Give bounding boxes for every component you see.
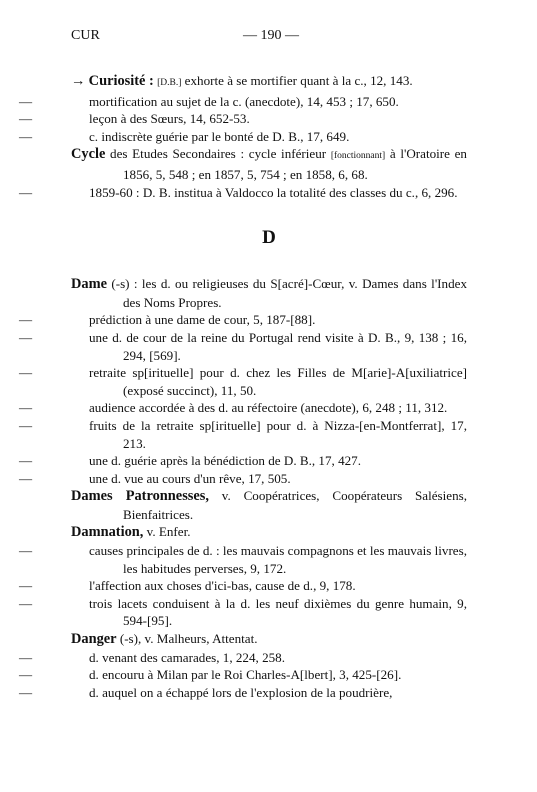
entry-dames-patronnesses [71,487,467,523]
subentry-text: une d. guérie après la bénédiction de D. B., 17, 427. [89,453,361,469]
subentry-text: d. encouru à Milan par le Roi Charles-A[lbert], 3, 425-[26]. [89,667,402,683]
dash: — [19,312,33,328]
subentry-text: trois lacets conduisent à la d. les neuf dixièmes du genre humain, 9, 594-[95]. [89,595,467,629]
dash: — [19,543,33,559]
running-head: CUR [71,28,100,43]
headword: Danger [71,631,117,648]
headword: Dame [71,276,107,293]
dash: — [19,684,33,700]
subentry-text: une d. de cour de la reine du Portugal rend visite à D. B., 9, 138 ; 16, 294, [569]. [89,329,467,363]
headword: Curiosité : [88,73,154,89]
subentry-text: prédiction à une dame de cour, 5, 187-[88]. [89,312,316,328]
subentry-text: fruits de la retraite sp[irituelle] pour d. à Nizza-[en-Montferrat], 17, 213. [89,417,467,451]
subentry-text: d. auquel on a échappé lors de l'explosion de la poudrière, [89,684,393,700]
dash: — [19,128,33,144]
dash: — [19,365,33,381]
subentry [19,542,467,577]
subentry [19,470,467,488]
subentry-text: audience accordée à des d. au réfectoire (anecdote), 6, 248 ; 11, 312. [89,400,448,416]
subentry [19,93,467,111]
subentry [19,311,467,329]
entry-text: (-s), v. Malheurs, Attentat. [116,631,258,647]
entry-text: exhorte à se mortifier quant à la c., 12, 143. [181,73,413,88]
entry-text: v. Coopératrices, Coopérateurs Salésiens, Bienfaitrices. [123,488,467,522]
entry-damnation [71,523,467,542]
subentry [19,666,467,684]
headword: Dames Patronnesses, [71,488,209,505]
subentry [19,184,467,202]
headword: Damnation, [71,524,144,541]
index-entries [19,72,467,701]
subentry-text: d. venant des camarades, 1, 224, 258. [89,649,285,665]
entry-dame [71,275,467,311]
subentry-text: leçon à des Sœurs, 14, 652-53. [89,111,250,127]
subentry [19,452,467,470]
subentry [19,364,467,399]
dash: — [19,93,33,109]
subentry [19,649,467,667]
entry-danger [71,630,467,649]
dash: — [19,184,33,200]
abbrev: [fonctionnant] [330,151,386,162]
entry-cycle [71,145,467,183]
subentry-text: 1859-60 : D. B. institua à Valdocco la totalité des classes du c., 6, 296. [89,184,458,200]
dash: — [19,595,33,611]
subentry-text: retraite sp[irituelle] pour d. chez les Filles de M[arie]-A[uxiliatrice] (exposé succinct), 11, 50. [89,365,467,398]
headword: Cycle [71,146,106,163]
dash: — [19,667,33,683]
subentry [19,329,467,364]
dash: — [19,470,33,486]
dash: — [19,329,33,345]
dash: — [19,578,33,594]
entry-text: à l'Oratoire en 1856, 5, 548 ; en 1857, 5, 754 ; en 1858, 6, 68. [123,146,467,182]
subentry [19,595,467,630]
entry-text: des Etudes Secondaires : cycle inférieur [105,146,331,162]
dash: — [19,417,33,433]
abbrev: [D.B.] [157,78,182,88]
subentry [19,128,467,146]
subentry-text: une d. vue au cours d'un rêve, 17, 505. [89,470,291,486]
dash: — [19,111,33,127]
arrow-icon: → [71,73,86,89]
page-number: — 190 — [243,28,299,43]
entry-text: (-s) : les d. ou religieuses du S[acré]-Cœur, v. Dames dans l'Index des Noms Propres. [106,276,467,310]
subentry [19,399,467,417]
subentry-text: l'affection aux choses d'ici-bas, cause de d., 9, 178. [89,578,356,594]
entry-curiosite [71,72,467,93]
subentry [19,684,467,702]
entry-text: v. Enfer. [143,524,191,540]
subentry [19,110,467,128]
subentry-text: causes principales de d. : les mauvais compagnons et les mauvais livres, les habitudes perverses, 9, 172. [89,543,467,576]
subentry-text: c. indiscrète guérie par le bonté de D. B., 17, 649. [89,128,350,144]
subentry [19,577,467,595]
dash: — [19,453,33,469]
subentry-text: mortification au sujet de la c. (anecdote), 14, 453 ; 17, 650. [89,93,399,109]
section-letter: D [262,227,276,249]
page-header [71,28,467,46]
dash: — [19,400,33,416]
dash: — [19,649,33,665]
subentry [19,417,467,452]
